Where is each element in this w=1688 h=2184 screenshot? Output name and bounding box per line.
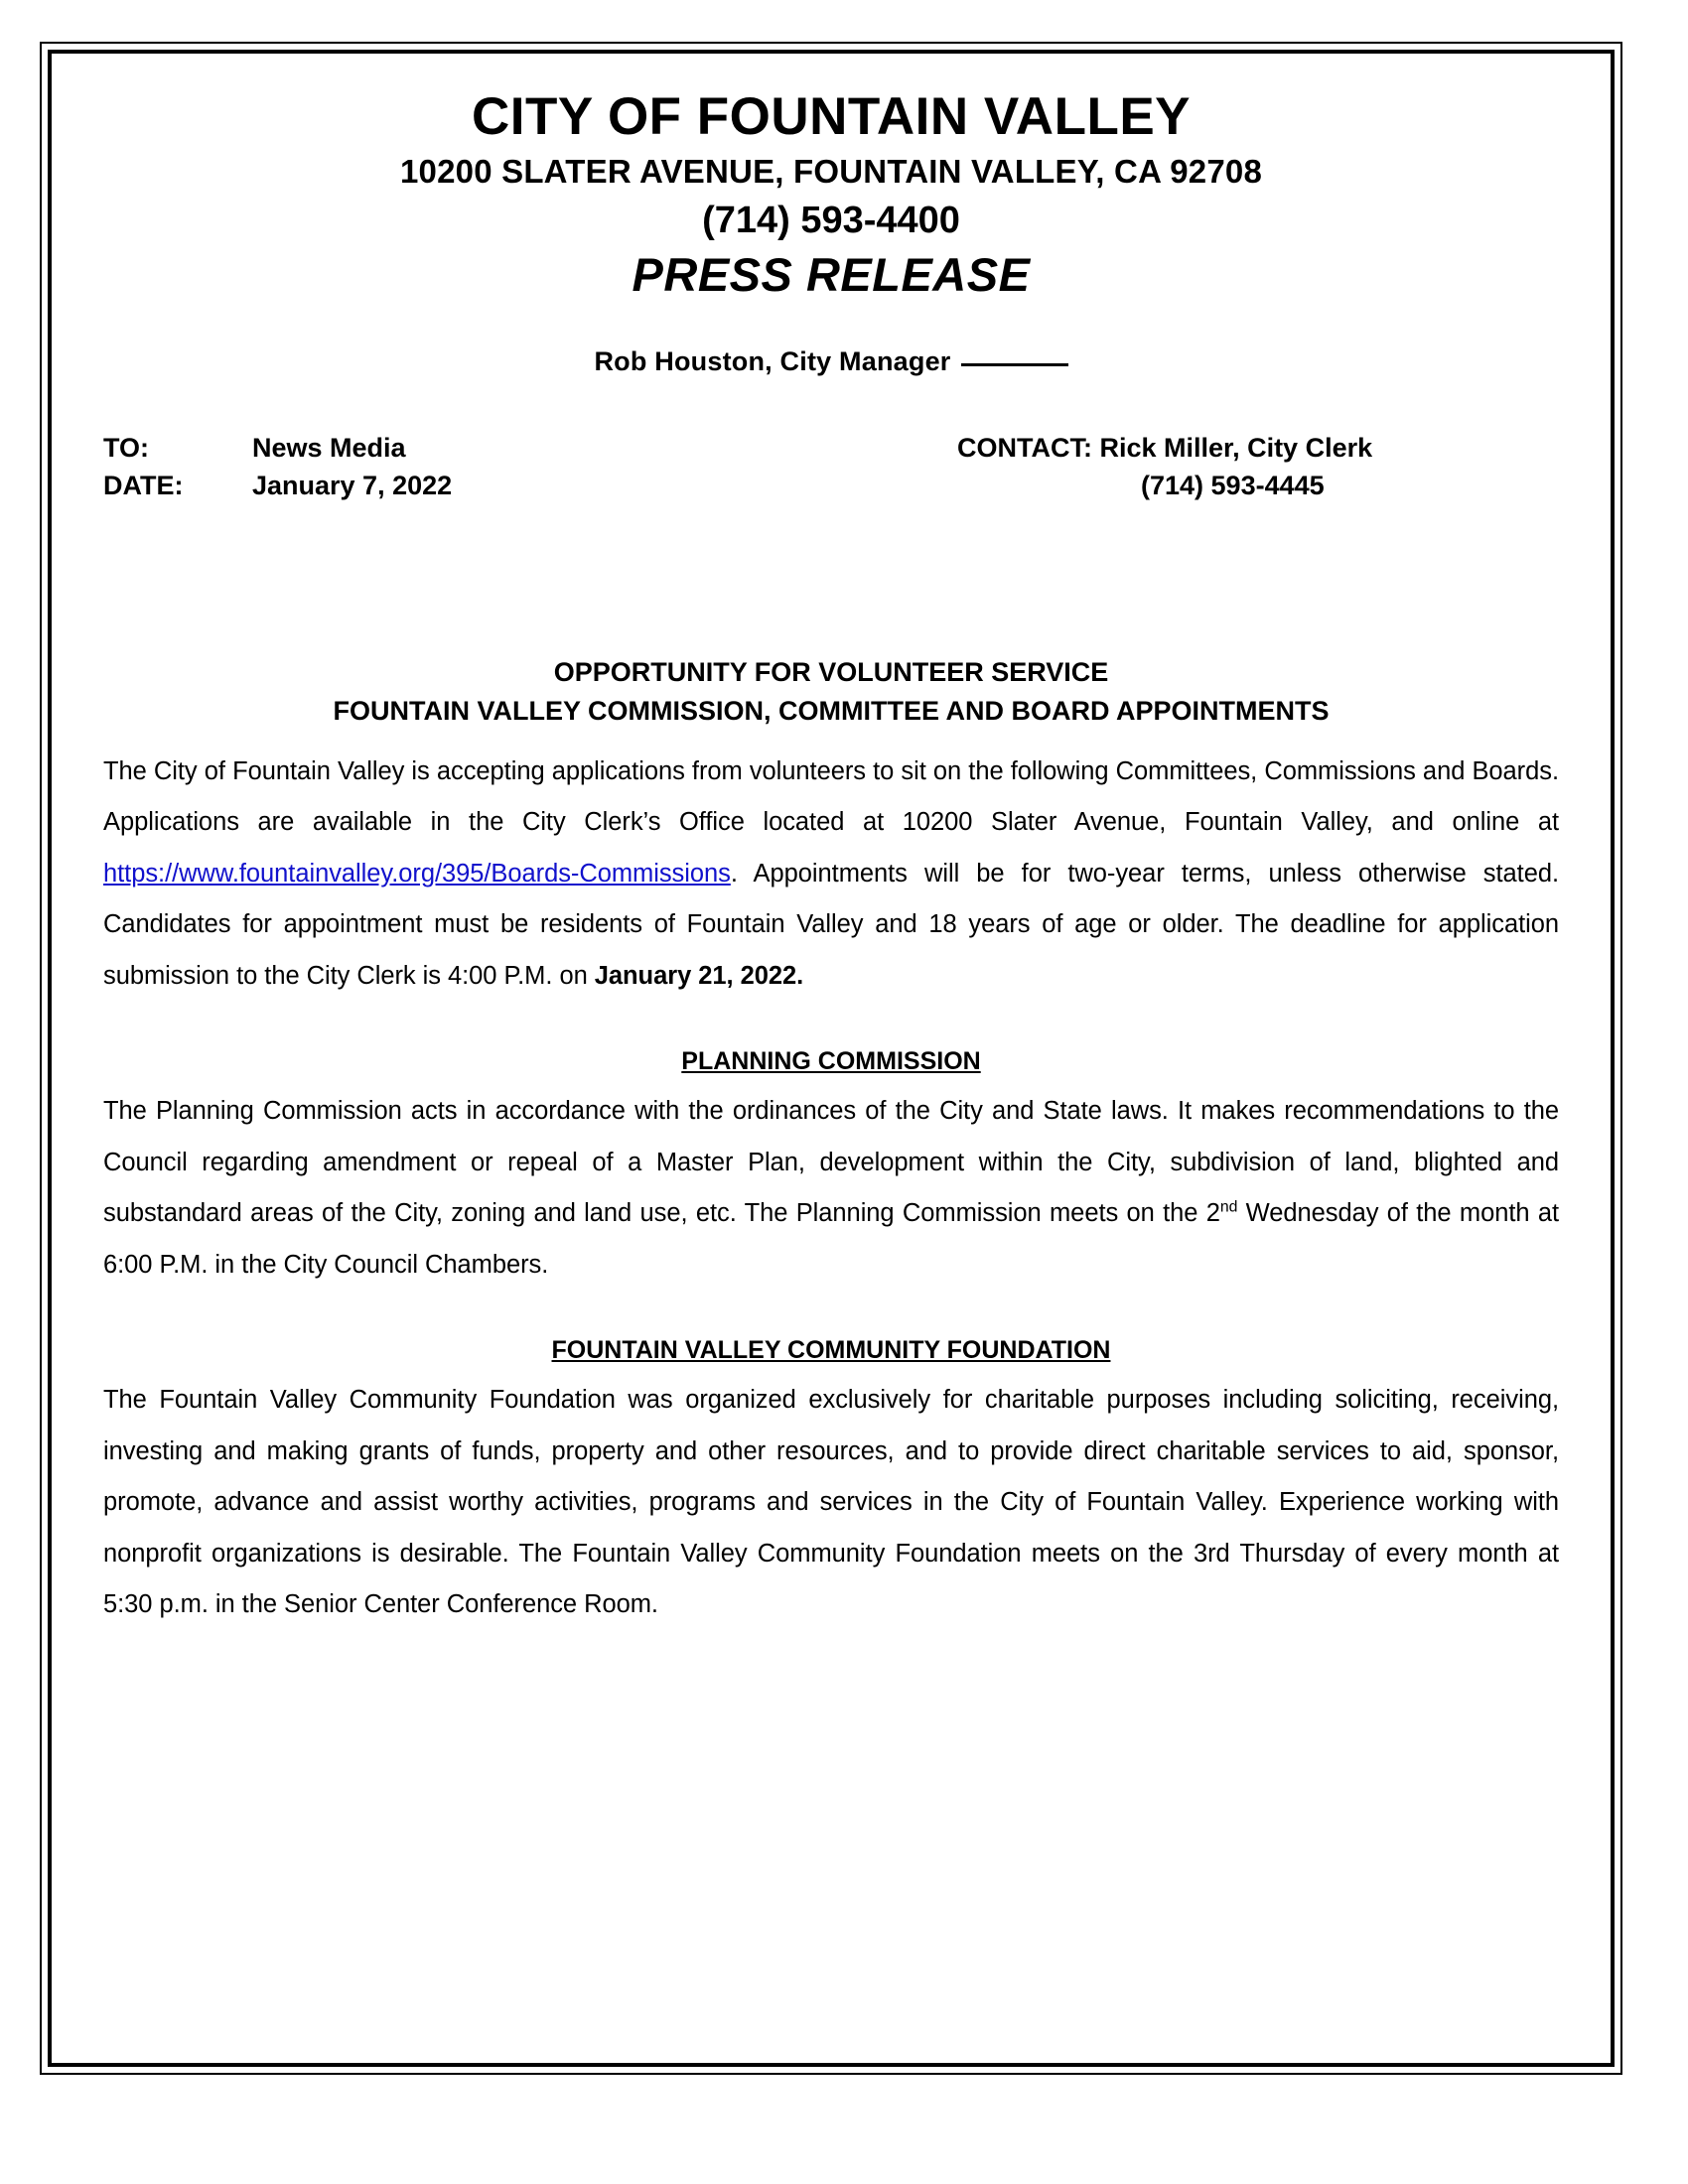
page-content	[103, 79, 1559, 2053]
section-heading-community-foundation: FOUNTAIN VALLEY COMMUNITY FOUNDATION	[551, 1336, 1111, 1365]
application-deadline: January 21, 2022.	[594, 961, 804, 990]
page-title	[103, 653, 1559, 731]
page-title-line-2: FOUNTAIN VALLEY COMMISSION, COMMITTEE AND BOARD APPOINTMENTS	[333, 696, 1330, 727]
contact-row	[957, 429, 1372, 467]
city-manager-signature-line	[103, 346, 1559, 377]
city-address: 10200 SLATER AVENUE, FOUNTAIN VALLEY, CA 92708	[399, 153, 1263, 191]
city-phone: (714) 593-4400	[702, 200, 960, 242]
date-label: DATE:	[103, 470, 184, 500]
ordinal-suffix: nd	[1219, 1198, 1238, 1216]
planning-text-part-1: The Planning Commission acts in accordance with the ordinances of the City and State laws. It makes recommendations to the Council regarding amendment or repeal of a Master Plan, development within the City, subdivision of land, blighted and substandard areas of the City, zoning and land use, etc. The Planning Commission meets on the	[103, 1097, 1559, 1228]
contact-phone: (714) 593-4445	[1141, 470, 1325, 500]
meeting-ordinal	[1206, 1199, 1238, 1227]
ordinal-number: 2	[1205, 1199, 1220, 1228]
date-value: January 7, 2022	[252, 470, 453, 500]
to-row	[103, 429, 452, 467]
date-row	[103, 467, 452, 504]
community-foundation-paragraph: The Fountain Valley Community Foundation was organized exclusively for charitable purposes including soliciting, receiving, investing and making grants of funds, property and other resources, and to provide direct charitable services to aid, sponsor, promote, advance and assist worthy activities, programs and services in the City of Fountain Valley. Experience working with nonprofit organizations is desirable. The Fountain Valley Community Foundation meets on the 3rd Thursday of every month at 5:30 p.m. in the Senior Center Conference Room.	[103, 1386, 1559, 1619]
press-release-page	[40, 42, 1622, 2075]
intro-text-part-1: The City of Fountain Valley is accepting applications from volunteers to sit on the following Committees, Commissions and Boards. Applications are available in the City Clerk’s Office located at 10200 Slater Avenue, Fountain Valley, and online at	[103, 756, 1559, 837]
masthead	[103, 89, 1559, 377]
meta-block	[103, 429, 1559, 505]
planning-commission-paragraph	[103, 1086, 1559, 1291]
contact-name: Rick Miller, City Clerk	[1099, 432, 1373, 463]
contact-label: CONTACT:	[957, 432, 1092, 463]
meta-left-column	[103, 429, 452, 505]
intro-paragraph	[103, 747, 1559, 1003]
city-manager-name: Rob Houston, City Manager	[594, 345, 951, 376]
page-inner-border	[48, 50, 1615, 2067]
page-title-line-1: OPPORTUNITY FOR VOLUNTEER SERVICE	[553, 657, 1109, 688]
section-heading-planning-commission: PLANNING COMMISSION	[681, 1047, 981, 1076]
signature-rule	[961, 363, 1068, 366]
intro-text-part-2: . Appointments will be for two-year terms, unless otherwise stated. Candidates for appointment must be residents of Fountain Valley and 18 years of age or older. The deadline for application submission to the City Clerk is 4:00 P.M. on	[103, 859, 1559, 990]
document-type-heading: PRESS RELEASE	[632, 248, 1031, 302]
to-label: TO:	[103, 432, 149, 463]
to-value: News Media	[252, 432, 406, 463]
meta-right-column	[957, 429, 1372, 505]
boards-commissions-link[interactable]: https://www.fountainvalley.org/395/Boards-Commissions	[103, 859, 731, 887]
planning-text-part-2: Wednesday of the month at 6:00 P.M. in the City Council Chambers.	[103, 1199, 1559, 1279]
city-name-heading: CITY OF FOUNTAIN VALLEY	[471, 87, 1192, 146]
